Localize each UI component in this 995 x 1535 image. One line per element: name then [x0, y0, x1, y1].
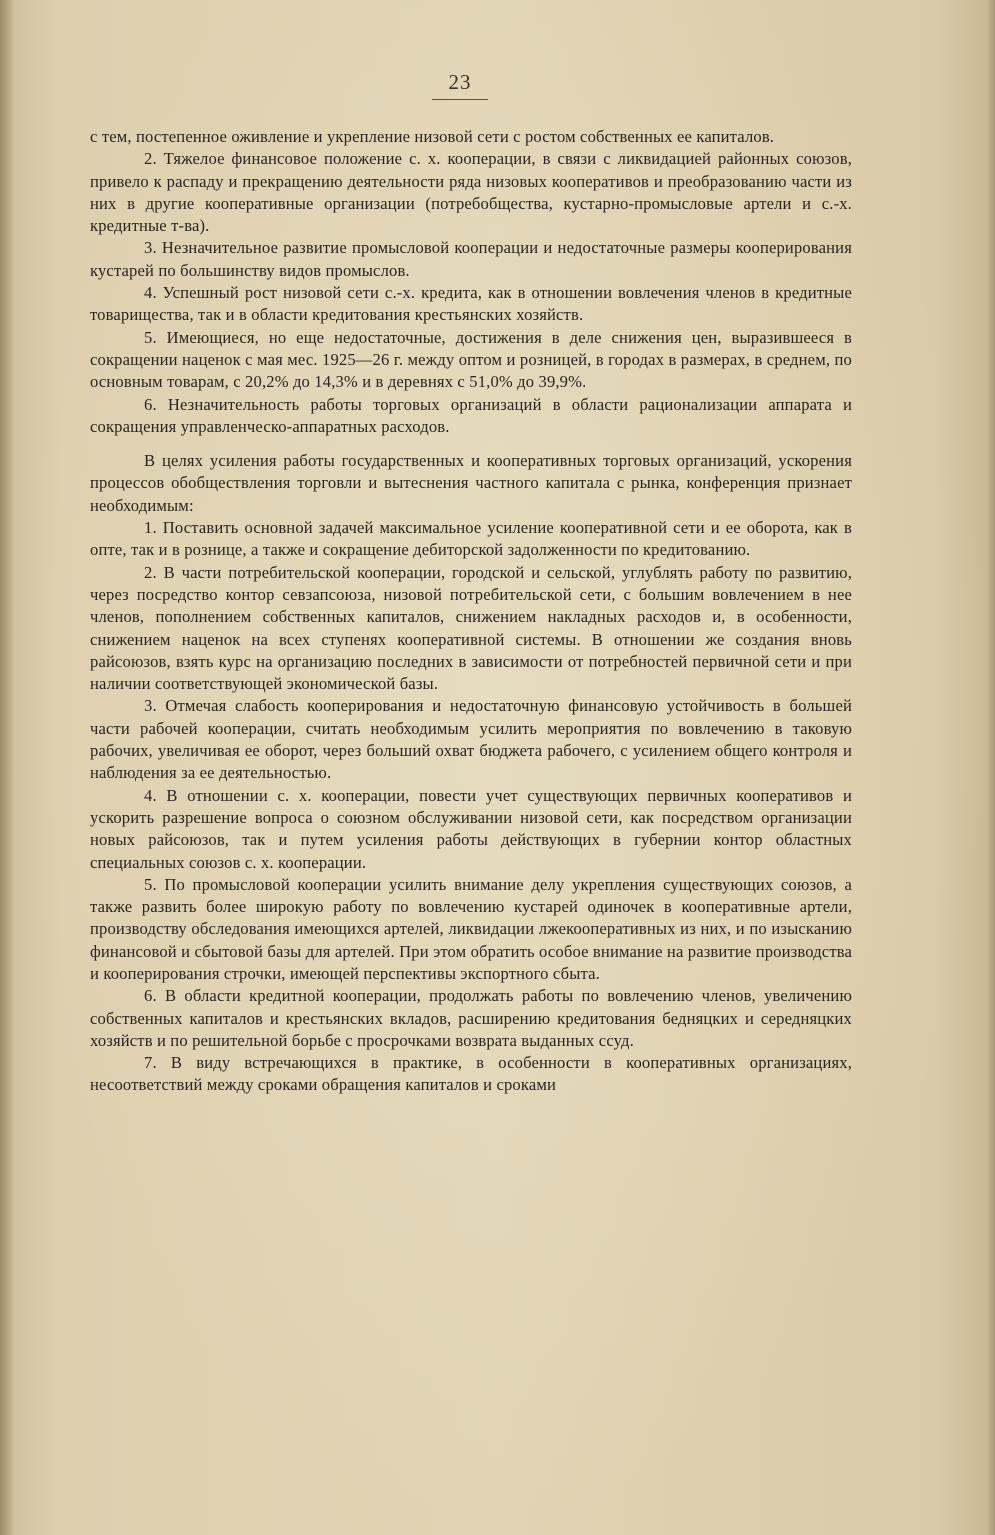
- paragraph-measure-2: 2. В части потребительской кооперации, городской и сельской, углублять работу по развитию, через посредство контор севзапсоюза, низовой потребительской сети, с большим вовлечением в нее членов, пополнением собственных капиталов, снижением накладных расходов и, в особенности, снижением наценок на всех ступенях кооперативной системы. В отношении же создания вновь райсоюзов, взять курс на организацию последних в зависимости от потребностей первичной сети и при наличии соответствующей экономической базы.: [90, 562, 852, 694]
- paragraph-item-2: 2. Тяжелое финансовое положение с. х. кооперации, в связи с ликвидацией районных союзов, привело к распаду и прекращению деятельности ряда низовых кооперативов и преобразованию части из них в другие кооперативные организации (потребобщества, кустарно-промысловые артели и с.-х. кредитные т-ва).: [90, 149, 852, 236]
- page-left-edge: [0, 0, 14, 1535]
- paragraph-item-6: 6. Незначительность работы торговых организаций в области рационализации аппарата и сокращения управленческо-аппаратных расходов.: [90, 394, 852, 436]
- body-text: [90, 126, 852, 1097]
- paragraph-measure-3: 3. Отмечая слабость кооперирования и недостаточную финансовую устойчивость в большей части рабочей кооперации, считать необходимым усилить мероприятия по вовлечению в таковую рабочих, увеличивая ее оборот, через больший охват бюджета рабочего, с усилением общего контроля и наблюдения за ее деятельностью.: [90, 696, 852, 783]
- page-number: 23: [448, 70, 472, 94]
- paragraph-item-5: 5. Имеющиеся, но еще недостаточные, достижения в деле снижения цен, выразившееся в сокращении наценок с мая мес. 1925—26 г. между оптом и розницей, в городах в размерах, в среднем, по основным товарам, с 20,2% до 14,3% и в деревнях с 51,0% до 39,9%.: [90, 327, 852, 392]
- paragraph-item-3: 3. Незначительное развитие промысловой кооперации и недостаточные размеры кооперирования кустарей по большинству видов промыслов.: [90, 238, 852, 280]
- paragraph-item-4: 4. Успешный рост низовой сети с.-х. кредита, как в отношении вовлечения членов в кредитные товарищества, так и в области кредитования крестьянских хозяйств.: [90, 283, 852, 325]
- paragraph-measure-1: 1. Поставить основной задачей максимальное усиление кооперативной сети и ее оборота, как в опте, так и в рознице, а также и сокращение дебиторской задолженности по кредитованию.: [90, 518, 852, 560]
- page-right-edge: [987, 0, 995, 1535]
- paragraph-measure-6: 6. В области кредитной кооперации, продолжать работы по вовлечению членов, увеличению собственных капиталов и крестьянских вкладов, расширению кредитования бедняцких и середняцких хозяйств и по решительной борьбе с просрочками возврата выданных ссуд.: [90, 986, 852, 1050]
- paragraph-continuation: с тем, постепенное оживление и укрепление низовой сети с ростом собственных ее капиталов.: [90, 127, 775, 146]
- paragraph-measure-5: 5. По промысловой кооперации усилить внимание делу укрепления существующих союзов, а также развить более широкую работу по вовлечению кустарей одиночек в кооперативные артели, производству обследования имеющихся артелей, ликвидации лжекооперативных из них, и по изысканию финансовой и сбытовой базы для артелей. При этом обратить особое внимание на развитие производства и кооперирования строчки, имеющей перспективы экспортного сбыта.: [90, 874, 852, 983]
- page-number-underline: [432, 99, 488, 100]
- paragraph-measure-7: 7. В виду встречающихся в практике, в особенности в кооперативных организациях, несоответствий между сроками обращения капиталов и сроками: [90, 1053, 852, 1095]
- paragraph-resolution-intro: В целях усиления работы государственных и кооперативных торговых организаций, ускорения процессов обобществления торговли и вытеснения частного капитала с рынка, конференция признает необходимым:: [90, 451, 852, 515]
- paragraph-measure-4: 4. В отношении с. х. кооперации, повести учет существующих первичных кооперативов и ускорить разрешение вопроса о союзном обслуживании низовой сети, как посредством организации новых райсоюзов, так и путем усиления работы действующих в губернии контор областных специальных союзов с. х. кооперации.: [90, 785, 852, 872]
